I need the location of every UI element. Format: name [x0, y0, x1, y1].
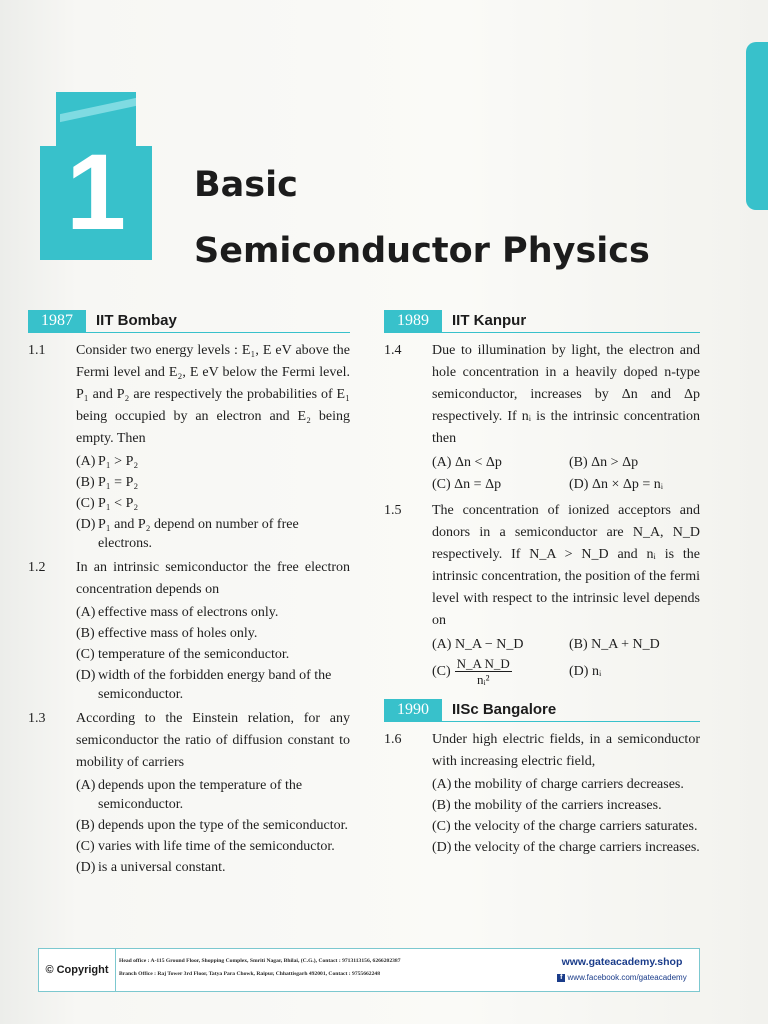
- question-stem: Due to illumination by light, the electron and hole concentration in a heavily doped n-type semiconductor, increases by Δn and Δp respectively. If nᵢ is the intrinsic concentration then: [432, 343, 700, 446]
- question-1-1: [28, 340, 350, 553]
- head-office: Head office : A-115 Ground Floor, Shopping Complex, Smriti Nagar, Bhilai, (C.G.), Contact : 9713113156, 6266202387: [119, 958, 401, 964]
- question-1-2: [28, 557, 350, 704]
- question-number: 1.1: [28, 343, 46, 358]
- option: (C) temperature of the semiconductor.: [76, 647, 290, 662]
- question-number: 1.6: [384, 732, 402, 747]
- question-number: 1.3: [28, 711, 46, 726]
- year-badge: 1989: [384, 310, 442, 332]
- question-number: 1.2: [28, 560, 46, 575]
- options-grid: [432, 634, 700, 687]
- page-footer: [38, 948, 700, 992]
- option: (A) Δn < Δp: [432, 455, 502, 470]
- option: (B) N_A + N_D: [569, 637, 660, 652]
- question-stem: In an intrinsic semiconductor the free electron concentration depends on: [76, 560, 350, 597]
- year-badge: 1990: [384, 699, 442, 721]
- option: (C) the velocity of the charge carriers saturates.: [432, 819, 698, 834]
- question-1-3: [28, 708, 350, 877]
- question-stem: The concentration of ionized acceptors and donors in a semiconductor are N_A, N_D respectively. If N_A > N_D and nᵢ is the intrinsic concentration, the position of the fermi level with respect to the intrinsic level depends on: [432, 503, 700, 628]
- office-addresses: [119, 955, 539, 981]
- option: (C) P₁ < P₂: [76, 496, 139, 511]
- right-column: [384, 308, 700, 861]
- option: (B) the mobility of the carriers increases.: [432, 798, 662, 813]
- web-links: [547, 953, 697, 985]
- fraction: [455, 656, 512, 687]
- question-number: 1.4: [384, 343, 402, 358]
- chapter-title: [194, 152, 650, 284]
- institute-name: IISc Bangalore: [452, 701, 557, 718]
- website-link[interactable]: www.gateacademy.shop: [561, 956, 683, 968]
- option: (D) the velocity of the charge carriers increases.: [432, 840, 700, 855]
- option: (D) Δn × Δp = nᵢ: [569, 477, 664, 492]
- left-column: [28, 308, 350, 881]
- institute-name: IIT Bombay: [96, 312, 177, 329]
- section-header: [384, 308, 700, 334]
- question-1-6: [384, 729, 700, 857]
- copyright-label: © Copyright: [39, 949, 116, 991]
- option: (B) depends upon the type of the semiconductor.: [76, 818, 348, 833]
- option: (A) effective mass of electrons only.: [76, 605, 279, 620]
- option: (B) effective mass of holes only.: [76, 626, 258, 641]
- option: (C) varies with life time of the semiconductor.: [76, 839, 335, 854]
- question-stem: Under high electric fields, in a semiconductor with increasing electric field,: [432, 732, 700, 769]
- institute-name: IIT Kanpur: [452, 312, 527, 329]
- chapter-number-badge: [40, 92, 152, 260]
- fraction-denominator: nᵢ²: [476, 672, 490, 687]
- fraction-numerator: N_A N_D: [456, 656, 510, 671]
- facebook-link[interactable]: f www.facebook.com/gateacademy: [547, 971, 697, 985]
- page-edge-tab: [746, 42, 768, 210]
- option: (A) N_A − N_D: [432, 637, 524, 652]
- question-stem: Consider two energy levels : E₁, E eV above the Fermi level and E₂, E eV below the Fermi level. P₁ and P₂ are respectively the probabilities of E₁ being occupied by an electron and E₂ being empty. Then: [76, 343, 350, 446]
- chapter-number: 1: [65, 131, 127, 252]
- chapter-title-line2: Semiconductor Physics: [194, 231, 650, 271]
- option: (A) depends upon the temperature of the semiconductor.: [76, 778, 303, 812]
- question-1-5: [384, 500, 700, 687]
- option: (D) P₁ and P₂ depend on number of free electrons.: [76, 517, 299, 551]
- option: (C) Δn = Δp: [432, 477, 502, 492]
- question-stem: According to the Einstein relation, for any semiconductor the ratio of diffusion constant to mobility of carriers: [76, 711, 350, 770]
- question-1-4: [384, 340, 700, 496]
- section-header: [28, 308, 350, 334]
- option: (D) width of the forbidden energy band of the semiconductor.: [76, 668, 332, 702]
- option: (B) P₁ = P₂: [76, 475, 139, 490]
- option: (D) is a universal constant.: [76, 860, 226, 875]
- options-grid: [432, 452, 700, 496]
- section-header: [384, 697, 700, 723]
- option: (A) the mobility of charge carriers decreases.: [432, 777, 684, 792]
- option: (A) P₁ > P₂: [76, 454, 139, 469]
- facebook-icon: f: [557, 974, 565, 982]
- question-number: 1.5: [384, 503, 402, 518]
- chapter-title-line1: Basic: [194, 165, 298, 205]
- option: (D) nᵢ: [569, 663, 602, 679]
- option-fraction: (C) $\frac{\text{N\_A N\_D}}{\text{nᵢ²}}$: [432, 656, 510, 687]
- option: (B) Δn > Δp: [569, 455, 639, 470]
- branch-office: Branch Office : Raj Tower 3rd Floor, Tatya Para Chowk, Raipur, Chhattisgarh 492001, Contact : 9755662248: [119, 971, 380, 977]
- year-badge: 1987: [28, 310, 86, 332]
